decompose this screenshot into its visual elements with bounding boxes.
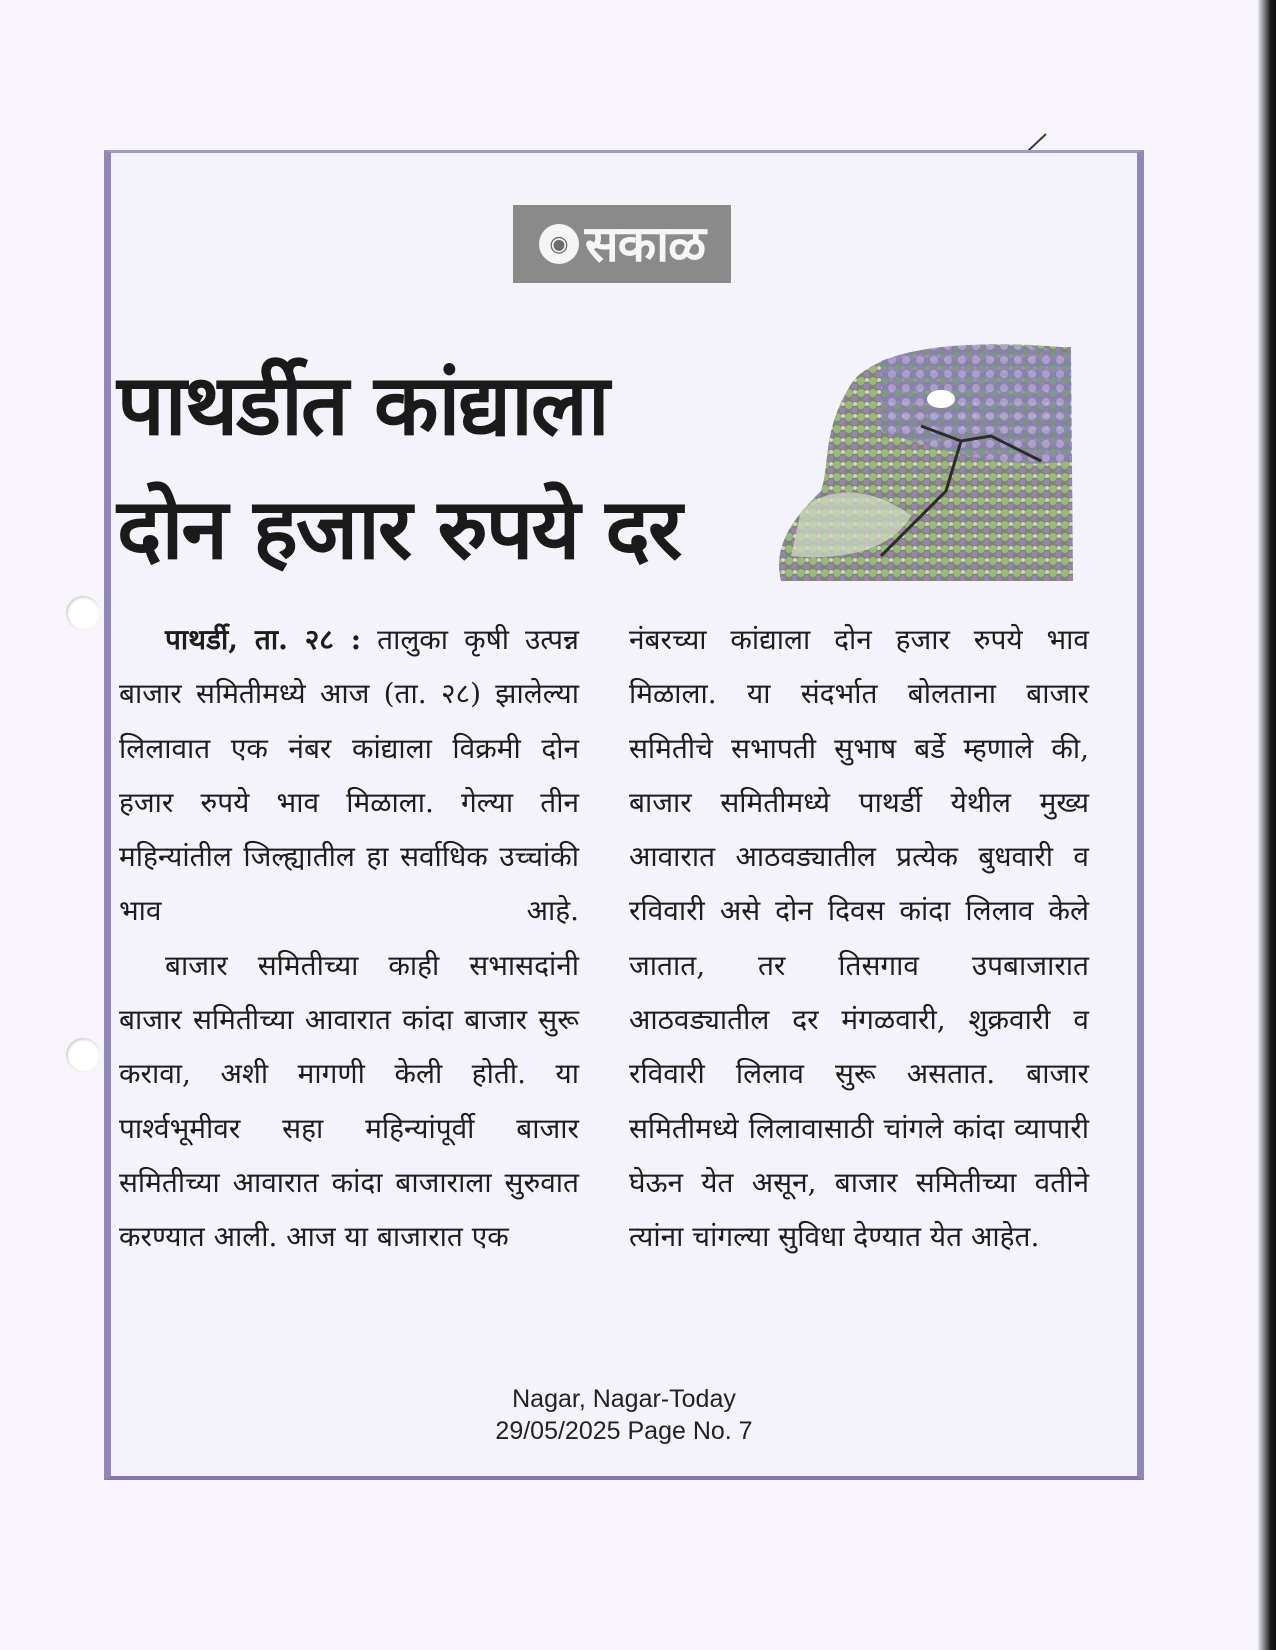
- masthead-name: सकाळ: [584, 215, 706, 273]
- right-paragraph: [629, 613, 1089, 1265]
- article-right-column: [629, 613, 1089, 1265]
- left-paragraph-1-text: तालुका कृषी उत्पन्न बाजार समितीमध्ये आज (ता. २८) झालेल्या लिलावात एक नंबर कांद्याला विक्रमी दोन हजार रुपये भाव मिळाला. गेल्या तीन महिन्यांतील जिल्ह्यातील हा सर्वाधिक उच्चांकी भाव आहे.: [119, 623, 579, 928]
- article-headline: [117, 343, 777, 591]
- headline-line-2: दोन हजार रुपये दर: [117, 480, 681, 578]
- right-paragraph-text: नंबरच्या कांद्याला दोन हजार रुपये भाव मिळाला. या संदर्भात बोलताना बाजार समितीचे सभापती सुभाष बर्डे म्हणाले की, बाजार समितीमध्ये पाथर्डी येथील मुख्य आवारात आठवड्यातील प्रत्येक बुधवारी व रविवारी असे दोन दिवस कांदा लिलाव केले जातात, तर तिसगाव उपबाजारात आठवड्यातील दर मंगळवारी, शुक्रवारी व रविवारी लिलाव सुरू असतात. बाजार समितीमध्ये लिलावासाठी चांगले कांदा व्यापारी घेऊन येत असून, बाजार समितीच्या वतीने त्यांना चांगल्या सुविधा देण्यात येत आहेत.: [629, 623, 1089, 1254]
- footer-edition: Nagar, Nagar-Today: [512, 1385, 736, 1413]
- punch-hole-top: [66, 596, 100, 630]
- footer-date-page: 29/05/2025 Page No. 7: [495, 1417, 753, 1445]
- article-left-column: [119, 613, 579, 1265]
- punch-hole-bottom: [66, 1038, 100, 1072]
- left-paragraph-2-text: बाजार समितीच्या काही सभासदांनी बाजार समितीच्या आवारात कांदा बाजार सुरू करावा, अशी मागणी केली होती. या पार्श्वभूमीवर सहा महिन्यांपूर्वी बाजार समितीच्या आवारात कांदा बाजाराला सुरुवात करण्यात आली. आज या बाजारात एक: [119, 948, 579, 1254]
- onion-photo: [761, 341, 1081, 591]
- left-paragraph-1: [119, 613, 579, 939]
- scanner-page-edge: [1258, 0, 1276, 1650]
- left-paragraph-2: [119, 939, 579, 1265]
- headline-line-1: पाथर्डीत कांद्याला: [117, 356, 608, 454]
- newspaper-masthead: [513, 205, 731, 283]
- clipping-footer: [111, 1383, 1137, 1447]
- newspaper-clipping: [104, 150, 1144, 1480]
- emblem-icon: ◉: [539, 224, 579, 264]
- article-dateline: पाथर्डी, ता. २८ :: [165, 623, 362, 656]
